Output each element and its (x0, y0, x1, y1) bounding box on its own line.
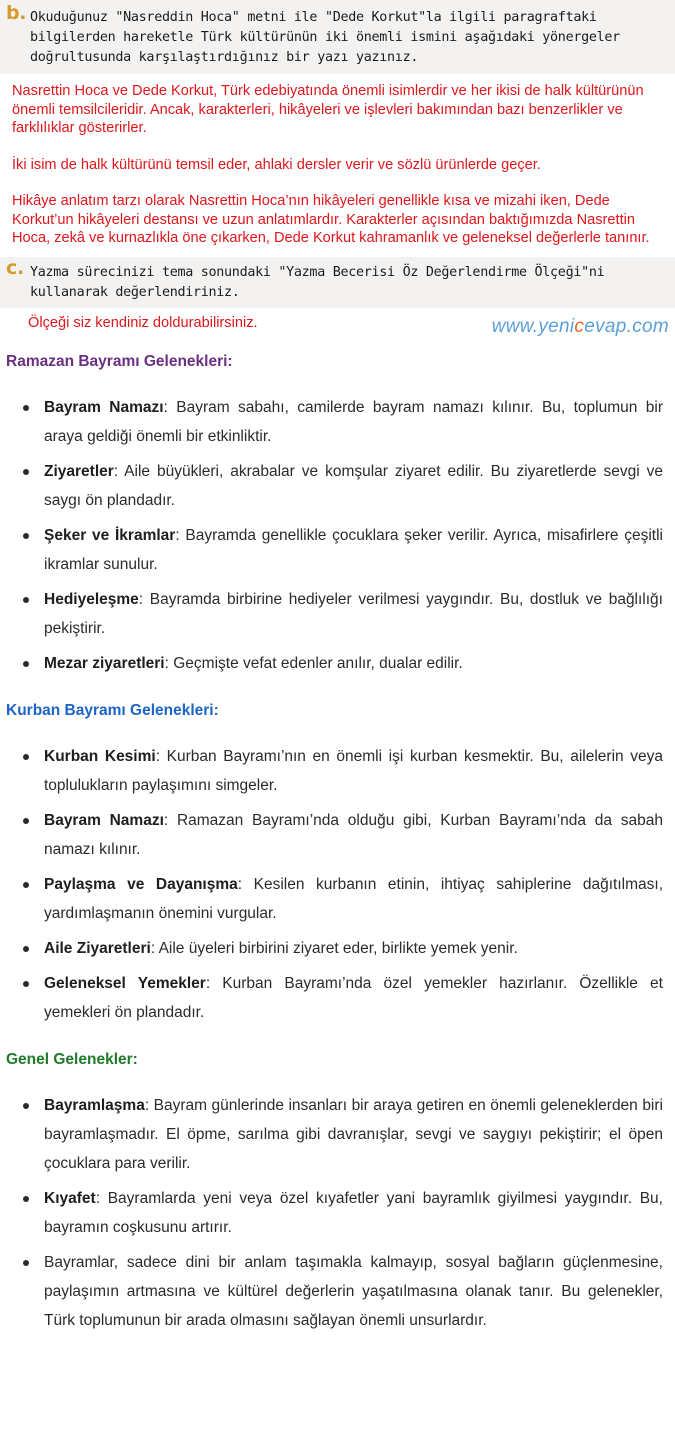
section-genel (0, 1049, 675, 1335)
list-item (44, 585, 663, 643)
bullet-icon (23, 882, 29, 888)
item-term: Mezar ziyaretleri (44, 654, 165, 672)
answer-b-paragraph-3 (0, 192, 675, 248)
list-item (44, 521, 663, 579)
item-desc: : Kurban Bayramı’nın en önemli işi kurban kesmektir. Bu, ailelerin veya toplulukların paylaşımını simgeler. (44, 747, 663, 794)
item-term: Aile Ziyaretleri (44, 939, 151, 957)
question-c-text: Yazma sürecinizi tema sonundaki "Yazma Becerisi Öz Değerlendirme Ölçeği"ni kullanarak değerlendiriniz. (30, 264, 605, 300)
list-item (44, 1091, 663, 1178)
item-term: Geleneksel Yemekler (44, 974, 206, 992)
section-title: Kurban Bayramı Gelenekleri: (6, 701, 219, 719)
watermark-suffix: evap.com (584, 315, 669, 337)
answer-text: İki isim de halk kültürünü temsil eder, ahlaki dersler verir ve sözlü ürünlerde geçer. (12, 156, 541, 173)
item-term: Ziyaretler (44, 462, 114, 480)
item-term: Bayram Namazı (44, 398, 164, 416)
item-desc: : Bayram günlerinde insanları bir araya getiren en önemli geleneklerden biri bayramlaşmadır. El öpme, sarılma gibi davranışlar, sevgi ve saygıyı pekiştirir; el öpen çocuklara para verilir. (44, 1096, 663, 1172)
answer-text: Hikâye anlatım tarzı olarak Nasrettin Hoca’nın hikâyeleri genellikle kısa ve mizahi iken, Dede Korkut’un hikâyeleri destansı ve uzun anlatımlardır. Karakterler açısından baktığımızda Nasrettin Hoca, zekâ ve kurnazlıkla öne çıkarken, Dede Korkut kahramanlık ve geleneksel değerlerle tanınır. (12, 193, 650, 246)
list-item (44, 806, 663, 864)
answer-c: Ölçeği siz kendiniz doldurabilirsiniz. (28, 314, 258, 331)
bullet-icon (23, 818, 29, 824)
item-term: Bayram Namazı (44, 811, 164, 829)
answer-b-paragraph-2 (0, 156, 675, 175)
list-item (44, 969, 663, 1027)
bullet-icon (23, 981, 29, 987)
watermark-prefix: www.yeni (491, 315, 575, 337)
item-term: Kıyafet (44, 1189, 96, 1207)
list-item (44, 1184, 663, 1242)
item-desc: : Kesilen kurbanın etinin, ihtiyaç sahiplerine dağıtılması, yardımlaşmanın önemini vurgular. (44, 875, 664, 922)
item-list (0, 393, 675, 678)
section-title: Genel Gelenekler: (6, 1050, 138, 1068)
item-term: Şeker ve İkramlar (44, 526, 176, 544)
list-item (44, 742, 663, 800)
question-b-text: Okuduğunuz "Nasreddin Hoca" metni ile "Dede Korkut"la ilgili paragraftaki bilgilerden hareketle Türk kültürünün iki önemli ismini aşağıdaki yönergeler doğrultusunda karşılaştırdığınız bir yazı yazınız. (30, 10, 620, 65)
answer-c-row (0, 308, 675, 348)
bullet-icon (23, 754, 29, 760)
item-term: Kurban Kesimi (44, 747, 156, 765)
bullet-icon (23, 469, 29, 475)
bullet-icon (23, 661, 29, 667)
question-c (0, 257, 675, 308)
bullet-icon (23, 1260, 29, 1266)
item-term: Paylaşma ve Dayanışma (44, 875, 238, 893)
section-kurban (0, 700, 675, 1027)
bullet-icon (23, 946, 29, 952)
bullet-icon (23, 533, 29, 539)
item-desc: : Bayramda birbirine hediyeler verilmesi yaygındır. Bu, dostluk ve bağlılığı pekiştirir. (44, 590, 663, 637)
item-desc: : Aile büyükleri, akrabalar ve komşular ziyaret edilir. Bu ziyaretlerde sevgi ve saygı ön plandadır. (44, 462, 663, 509)
watermark-accent: c (574, 315, 585, 337)
item-desc: : Ramazan Bayramı’nda olduğu gibi, Kurban Bayramı’nda da sabah namazı kılınır. (44, 811, 663, 858)
list-item (44, 870, 663, 928)
item-desc: : Geçmişte vefat edenler anılır, dualar edilir. (164, 654, 463, 672)
item-list (0, 742, 675, 1027)
item-list (0, 1091, 675, 1335)
bullet-icon (23, 1103, 29, 1109)
item-term: Hediyeleşme (44, 590, 139, 608)
item-desc: : Aile üyeleri birbirini ziyaret eder, birlikte yemek yenir. (150, 939, 518, 957)
bullet-icon (23, 597, 29, 603)
question-b (0, 0, 675, 74)
bullet-icon (23, 405, 29, 411)
item-desc: : Bayram sabahı, camilerde bayram namazı kılınır. Bu, toplumun bir araya geldiği önemli bir etkinliktir. (44, 398, 663, 445)
item-desc: : Bayramlarda yeni veya özel kıyafetler yani bayramlık giyilmesi yaygındır. Bu, bayramın coşkusunu artırır. (44, 1189, 663, 1236)
question-letter-c: c. (6, 256, 24, 279)
bullet-icon (23, 1196, 29, 1202)
list-item (44, 934, 663, 963)
answer-b-paragraph-1 (0, 82, 675, 138)
item-term: Bayramlaşma (44, 1096, 145, 1114)
item-desc: : Bayramda genellikle çocuklara şeker verilir. Ayrıca, misafirlere çeşitli ikramlar sunulur. (44, 526, 663, 573)
section-ramazan (0, 351, 675, 678)
item-desc: : Kurban Bayramı’nda özel yemekler hazırlanır. Özellikle et yemekleri ön plandadır. (44, 974, 663, 1021)
list-item (44, 649, 663, 678)
list-item (44, 1248, 663, 1335)
list-item (44, 457, 663, 515)
item-desc: Bayramlar, sadece dini bir anlam taşımakla kalmayıp, sosyal bağların güçlenmesine, paylaşımın artmasına ve kültürel değerlerin yaşatılmasına olanak tanır. Bu gelenekler, Türk toplumunun bir arada olmasını sağlayan önemli unsurlardır. (44, 1253, 663, 1329)
question-letter-b: b. (6, 2, 27, 24)
section-title: Ramazan Bayramı Gelenekleri: (6, 352, 233, 370)
site-watermark (492, 316, 669, 338)
list-item (44, 393, 663, 451)
answer-text: Nasrettin Hoca ve Dede Korkut, Türk edebiyatında önemli isimlerdir ve her ikisi de halk kültürünün önemli temsilcileridir. Ancak, karakterleri, hikâyeleri ve işlevleri bakımından bazı benzerlikler ve farklılıklar gösterirler. (12, 83, 644, 136)
